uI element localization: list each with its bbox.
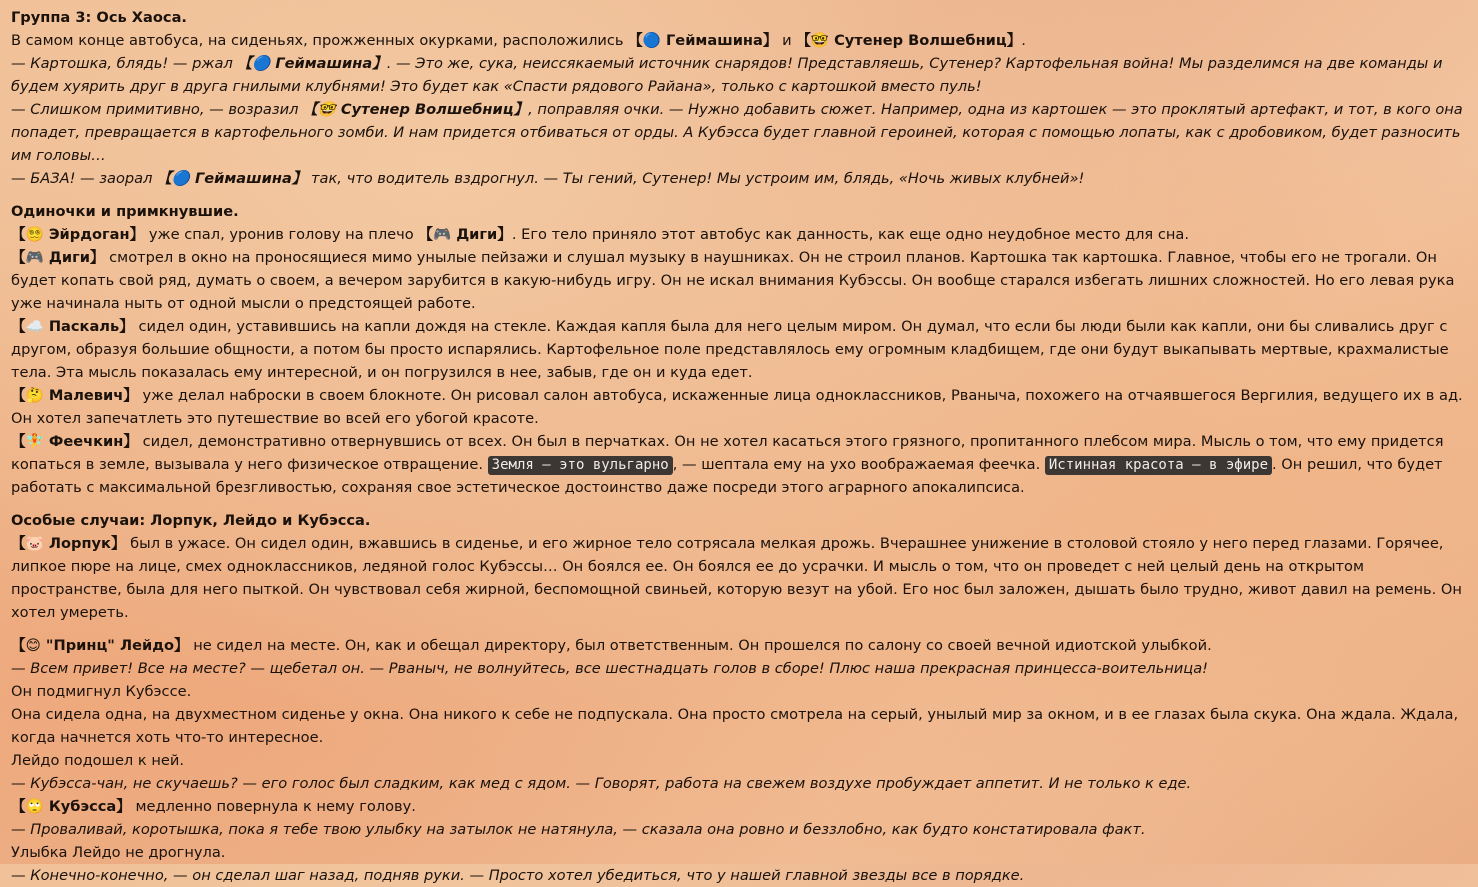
character-tag-digi: 【🎮 Диги】 <box>418 226 512 243</box>
paragraph-lorpuk: 【🐷 Лорпук】 был в ужасе. Он сидел один, вжавшись в сиденье, и его жирное тело сотрясала мелкая дрожь. Вчерашнее унижение в столовой стояло у него перед глазами. Горячее, липкое пюре на лице, смех одноклассников, ледяной голос Кубэссы… Он боялся ее. Он боялся ее до усрачки. И мысль о том, что он проведет с ней целый день на открытом пространстве, была для него пыткой. Он чувствовал себя жирной, беспомощной свиньей, которую везут на убой. Его нос был заложен, дышать было трудно, живот давил на ремень. Он хотел умереть. <box>11 535 1462 621</box>
dialogue-line: — Кубэсса-чан, не скучаешь? — его голос был сладким, как мед с ядом. — Говорят, работа на свежем воздухе пробуждает аппетит. И не только к еде. <box>11 775 1192 792</box>
character-tag-paskal: 【☁️ Паскаль】 <box>11 318 134 335</box>
dialogue-line: — Слишком примитивно, — возразил 【🤓 Сутенер Волшебниц】, поправляя очки. — Нужно добавить сюжет. Например, одна из картошек — это проклятый артефакт, и тот, в кого она попадет, превращается в картофельного зомби. И нам придется отбиваться от орды. А Кубэсса будет главной героиней, которая с помощью лопаты, как с дробовиком, будет разносить им головы… <box>11 101 1463 164</box>
paragraph-paskal: 【☁️ Паскаль】 сидел один, уставившись на капли дождя на стекле. Каждая капля была для него целым миром. Он думал, что если бы люди были как капли, они бы сливались друг с другом, образуя большие общности, а потом бы просто испарялись. Картофельное поле представлялось ему огромным кладбищем, где они будут выкапывать мертвые, крахмалистые тела. Эта мысль показалась ему интересной, и он погрузился в нее, забыв, где он и куда едет. <box>11 318 1449 381</box>
character-tag-lorpuk: 【🐷 Лорпук】 <box>11 535 126 552</box>
dialogue-line: — Картошка, блядь! — ржал 【🔵 Геймашина】. — Это же, сука, неиссякаемый источник снарядов! Представляешь, Сутенер? Картофельная война! Мы разделимся на две команды и будем хуярить друг в друга гнилыми клубнями! Это будет как «Спасти рядового Райана», только с картошкой вместо пуль! <box>11 55 1443 95</box>
dialogue-line: — Конечно-конечно, — он сделал шаг назад, подняв руки. — Просто хотел убедиться, что у нашей главной звезды все в порядке. <box>11 867 1025 884</box>
special-heading: Особые случаи: Лорпук, Лейдо и Кубэсса. <box>11 512 371 529</box>
paragraph-feechkin: 【🧚 Феечкин】 сидел, демонстративно отвернувшись от всех. Он был в перчатках. Он не хотел касаться этого грязного, пропитанного плебсом мира. Мысль о том, что ему придется копаться в земле, вызывала у него физическое отвращение. Земля — это вульгарно , — шептала ему на ухо воображаемая феечка. Истинная красота — в эфире . Он решил, что будет работать с максимальной брезгливостью, сохраняя свое эстетическое достоинство даже посреди этого аграрного апокалипсиса. <box>11 433 1444 496</box>
character-tag-geymashina: 【🔵 Геймашина】 <box>628 32 778 49</box>
paragraph-leydo: 【😊 "Принц" Лейдо】 не сидел на месте. Он, как и обещал директору, был ответственным. Он прошелся по салону со своей вечной идиотской улыбкой. <box>11 637 1212 654</box>
story-document <box>11 6 1471 887</box>
narration-line: Лейдо подошел к ней. <box>11 752 184 769</box>
code-chip: Земля — это вульгарно <box>488 456 673 475</box>
paragraph-eyrdogan: 【😵‍💫 Эйрдоган】 уже спал, уронив голову на плечо 【🎮 Диги】. Его тело приняло этот автобус как данность, как еще одно неудобное место для сна. <box>11 226 1189 243</box>
character-tag-kubessa: 【🙄 Кубэсса】 <box>11 798 131 815</box>
group3-intro: В самом конце автобуса, на сиденьях, прожженных окурками, расположились 【🔵 Геймашина】 и 【🤓 Сутенер Волшебниц】. <box>11 32 1026 49</box>
narration-line: Она сидела одна, на двухместном сиденье у окна. Она никого к себе не подпускала. Она просто смотрела на серый, унылый мир за окном, и в ее глазах была скука. Она ждала. Ждала, когда начнется хоть что-то интересное. <box>11 706 1459 746</box>
character-tag-malevich: 【🤔 Малевич】 <box>11 387 138 404</box>
narration-line: Улыбка Лейдо не дрогнула. <box>11 844 226 861</box>
character-tag-leydo: 【😊 "Принц" Лейдо】 <box>11 637 189 654</box>
paragraph-digi: 【🎮 Диги】 смотрел в окно на проносящиеся мимо унылые пейзажи и слушал музыку в наушниках. Он не строил планов. Картошка так картошка. Главное, чтобы его не трогали. Он будет копать свой ряд, думать о своем, а вечером зарубится в какую-нибудь игру. Он не искал внимания Кубэссы. Он вообще старался избегать лишних сложностей. Но его левая рука уже начинала ныть от одной мысли о предстоящей работе. <box>11 249 1455 312</box>
paragraph-kubessa: 【🙄 Кубэсса】 медленно повернула к нему голову. <box>11 798 416 815</box>
character-tag-feechkin: 【🧚 Феечкин】 <box>11 433 138 450</box>
character-tag-digi: 【🎮 Диги】 <box>11 249 105 266</box>
dialogue-line: — Всем привет! Все на месте? — щебетал он. — Рваныч, не волнуйтесь, все шестнадцать голов в сборе! Плюс наша прекрасная принцесса-воительница! <box>11 660 1208 677</box>
character-tag-sutener: 【🤓 Сутенер Волшебниц】 <box>796 32 1022 49</box>
paragraph-malevich: 【🤔 Малевич】 уже делал наброски в своем блокноте. Он рисовал салон автобуса, искаженные лица одноклассников, Рваныча, похожего на отчаявшегося Вергилия, ведущего их в ад. Он хотел запечатлеть это путешествие во всей его убогой красоте. <box>11 387 1463 427</box>
character-tag-geymashina: 【🔵 Геймашина】 <box>237 55 387 72</box>
character-tag-sutener: 【🤓 Сутенер Волшебниц】 <box>303 101 529 118</box>
code-chip: Истинная красота — в эфире <box>1045 456 1272 475</box>
singles-heading: Одиночки и примкнувшие. <box>11 203 239 220</box>
dialogue-line: — Проваливай, коротышка, пока я тебе твою улыбку на затылок не натянула, — сказала она ровно и беззлобно, как будто констатировала факт. <box>11 821 1146 838</box>
dialogue-line: — БАЗА! — заорал 【🔵 Геймашина】 так, что водитель вздрогнул. — Ты гений, Сутенер! Мы устроим им, блядь, «Ночь живых клубней»! <box>11 170 1085 187</box>
group3-heading: Группа 3: Ось Хаоса. <box>11 9 187 26</box>
character-tag-eyrdogan: 【😵‍💫 Эйрдоган】 <box>11 226 145 243</box>
narration-line: Он подмигнул Кубэссе. <box>11 683 192 700</box>
character-tag-geymashina: 【🔵 Геймашина】 <box>157 170 307 187</box>
